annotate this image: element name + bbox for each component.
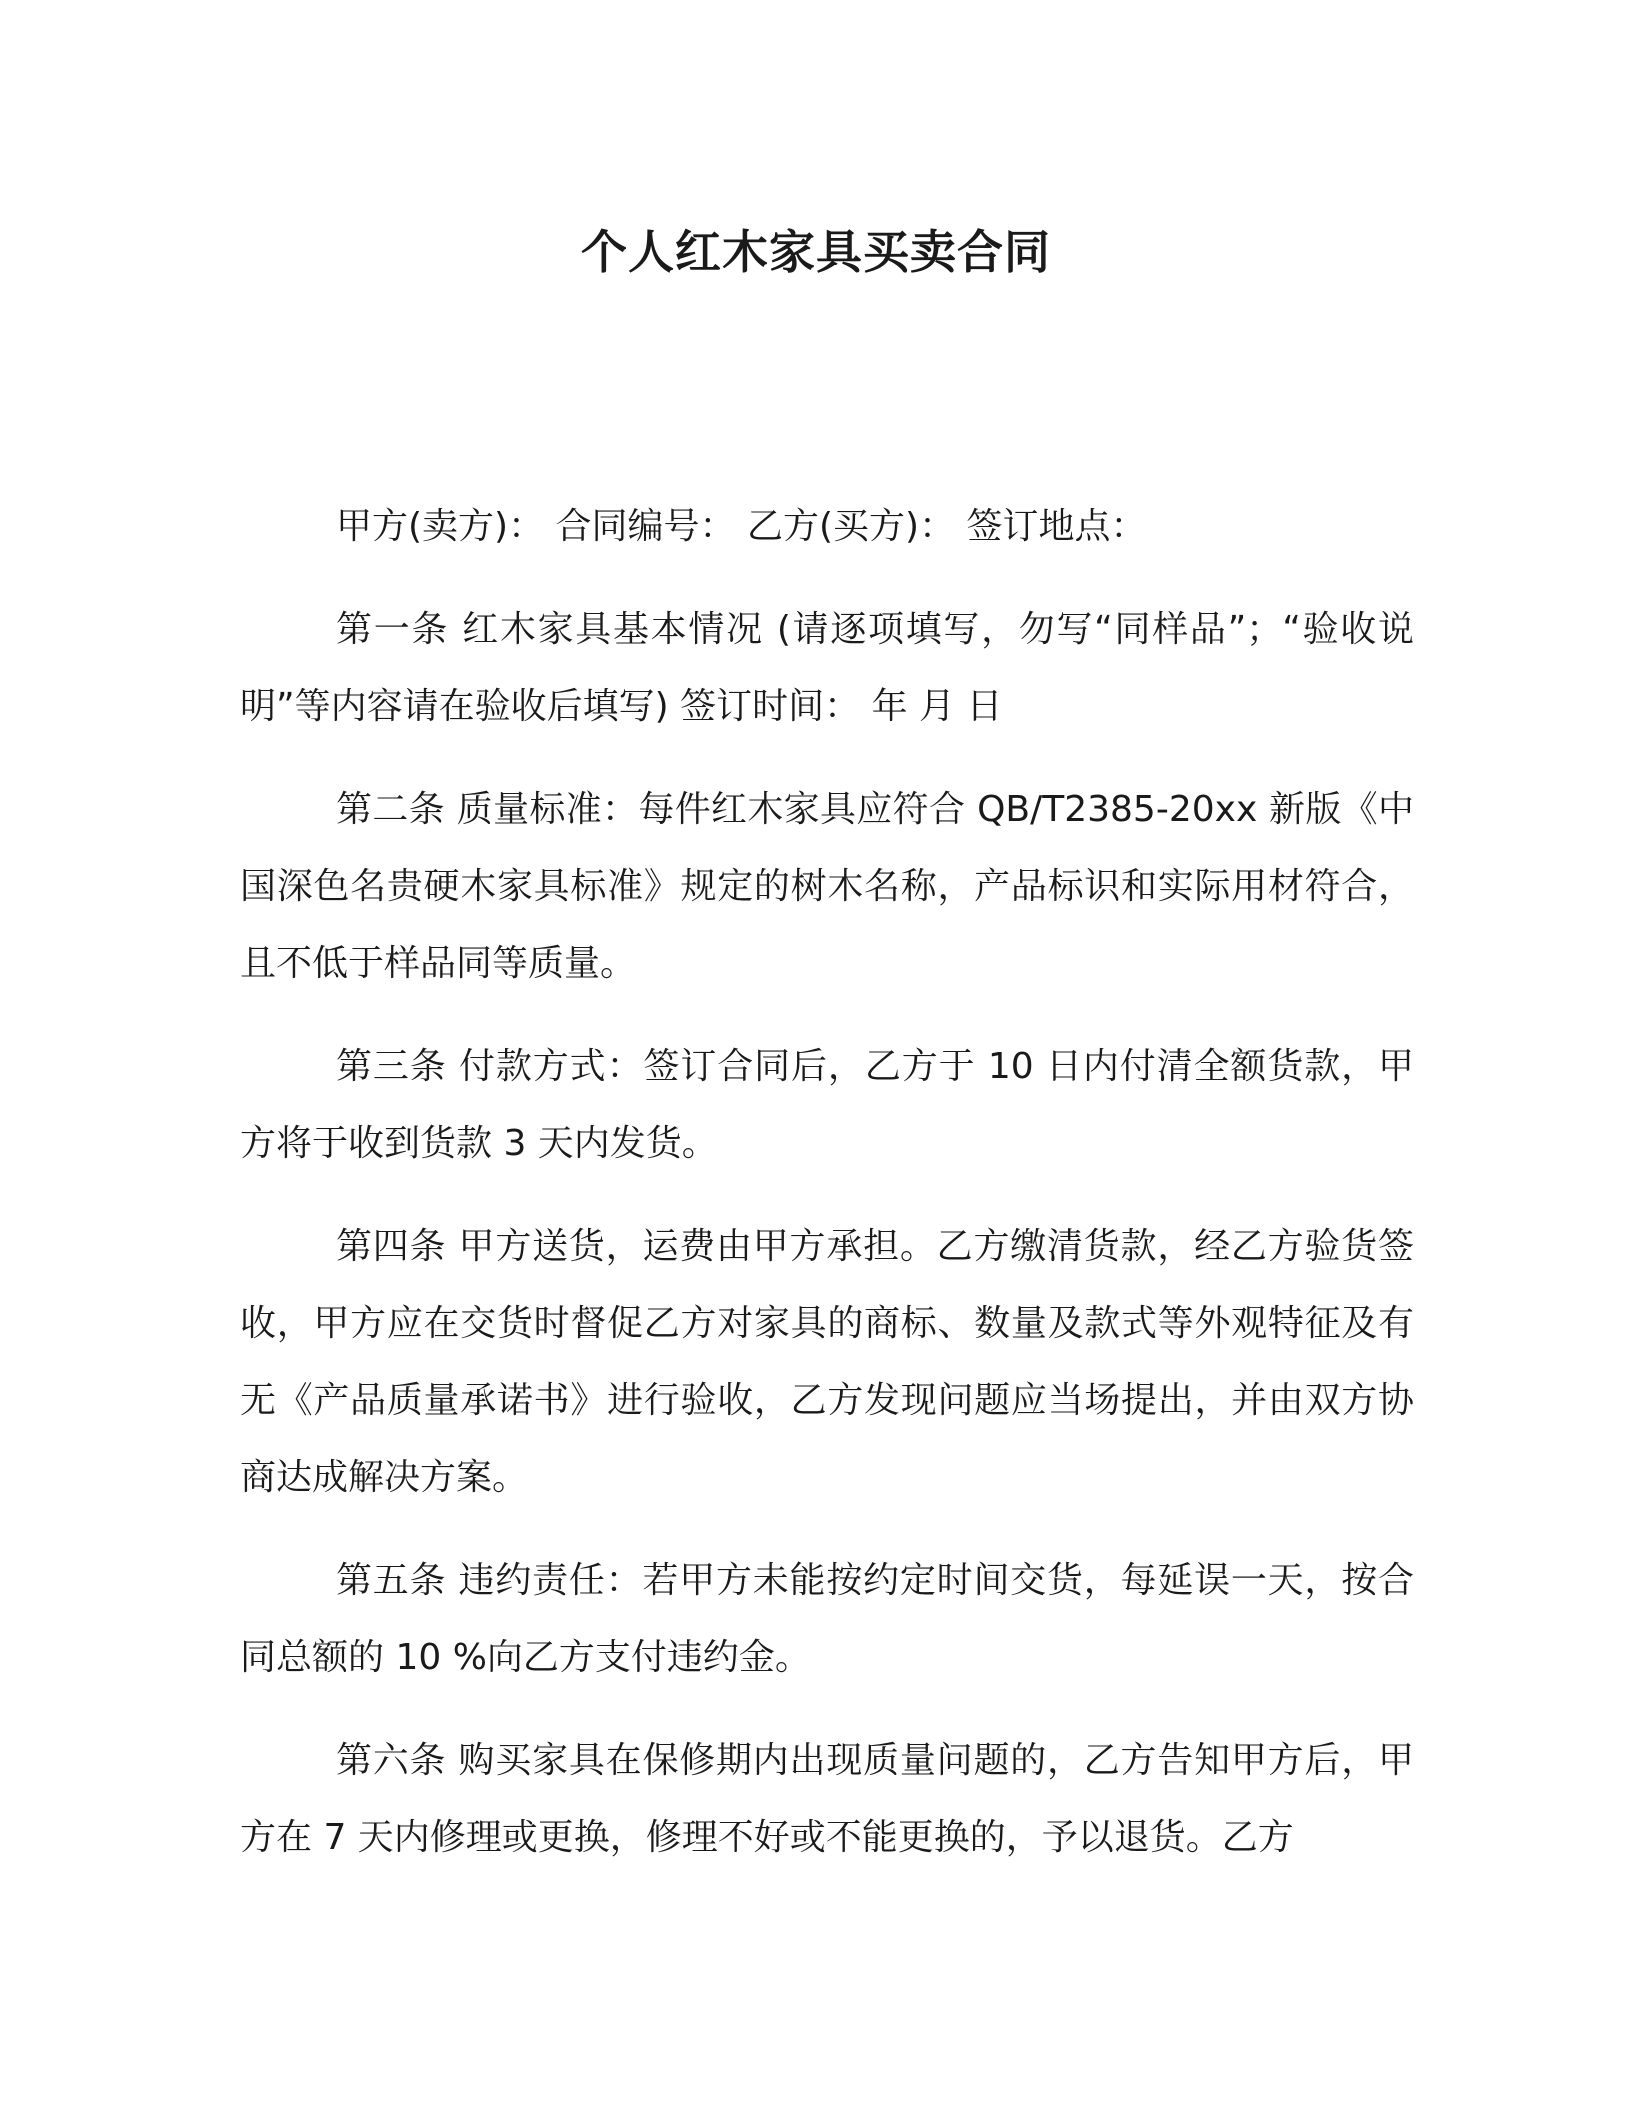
paragraph-article-5: 第五条 违约责任：若甲方未能按约定时间交货，每延误一天，按合同总额的 10 %向乙方支付违约金。 <box>240 1560 1414 1678</box>
paragraph-article-1: 第一条 红木家具基本情况 (请逐项填写，勿写“同样品”；“验收说明”等内容请在验收后填写) 签订时间： 年 月 日 <box>240 609 1414 727</box>
document-title: 个人红木家具买卖合同 <box>581 225 1051 279</box>
paragraph-article-6: 第六条 购买家具在保修期内出现质量问题的，乙方告知甲方后，甲方在 7 天内修理或更换，修理不好或不能更换的，予以退货。乙方 <box>240 1740 1414 1858</box>
paragraph-article-3: 第三条 付款方式：签订合同后，乙方于 10 日内付清全额货款，甲方将于收到货款 3 天内发货。 <box>240 1046 1414 1164</box>
document-body <box>240 488 1414 1902</box>
paragraph-article-4: 第四条 甲方送货，运费由甲方承担。乙方缴清货款，经乙方验货签收，甲方应在交货时督促乙方对家具的商标、数量及款式等外观特征及有无《产品质量承诺书》进行验收，乙方发现问题应当场提出，并由双方协商达成解决方案。 <box>240 1226 1414 1498</box>
paragraph-parties: 甲方(卖方)： 合同编号： 乙方(买方)： 签订地点： <box>336 506 1147 547</box>
paragraph-article-2: 第二条 质量标准：每件红木家具应符合 QB/T2385-20xx 新版《中国深色名贵硬木家具标准》规定的树木名称，产品标识和实际用材符合，且不低于样品同等质量。 <box>240 789 1414 984</box>
